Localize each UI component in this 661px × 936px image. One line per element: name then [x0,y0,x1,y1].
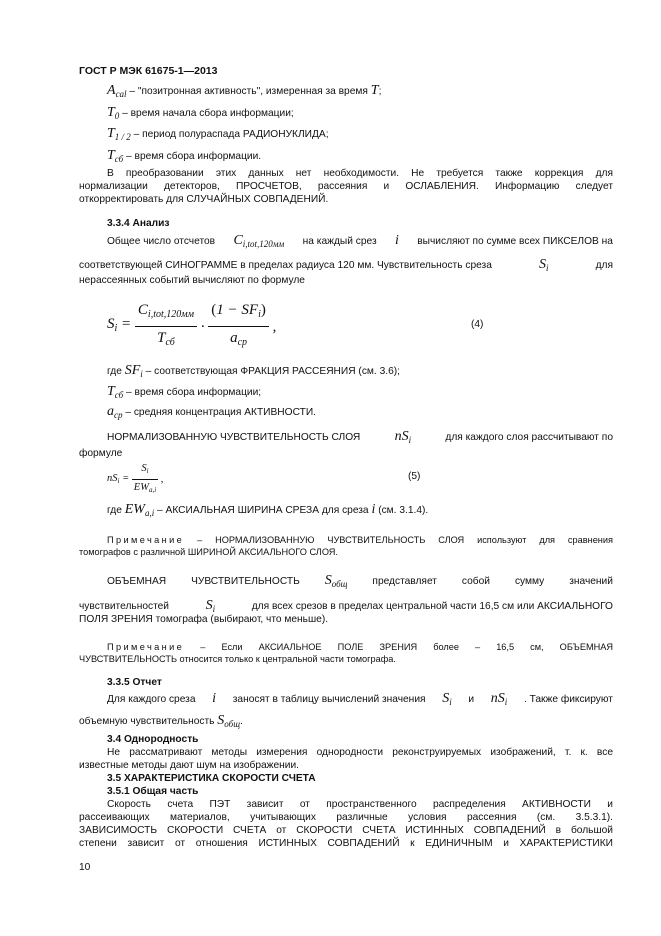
paragraph-line: формуле [79,448,123,459]
paragraph-line: нормализации детекторов, ПРОСЧЕТОВ, рассеяния и ОСЛАБЛЕНИЯ. Информацию следует [79,181,613,192]
paragraph-line: Для каждого среза i заносят в таблицу вычислений значения $S_i$ и $nS_i$ . Также фиксируют [107,691,613,707]
page-number: 10 [79,862,91,873]
paragraph-line: ПОЛЯ ЗРЕНИЯ томографа (выбирают, что меньше). [79,614,329,625]
paragraph-line: Общее число отсчетов $C_{i,tot,120мм}$ на каждый срез i вычисляют по сумме всех ПИКСЕЛОВ на [107,233,613,249]
paragraph-line: степени зависит от отношения ИСТИННЫХ СОВПАДЕНИЙ к ЕДИНИЧНЫМ и ХАРАКТЕРИСТИКИ [79,838,613,849]
paragraph-line: ЗАВИСИМОСТЬ СКОРОСТИ СЧЕТА от СКОРОСТИ СЧЕТА ИСТИННЫХ СОВПАДЕНИЙ в большой [79,825,613,836]
section-heading-34: 3.4 Однородность [107,734,199,745]
def-sf: где $SF_i$ – соответствующая ФРАКЦИЯ РАССЕЯНИЯ (см. 3.6); [107,363,400,379]
def-ew: где $EW_{a,i}$ – АКСИАЛЬНАЯ ШИРИНА СРЕЗА для среза i (см. 3.1.4). [107,502,429,518]
def-t0: $T_0$ – время начала сбора информации; [107,105,294,121]
paragraph-line: нерассеянных событий вычисляют по формуле [79,275,305,286]
paragraph-line: чувствительностей $S_i$ для всех срезов в пределах центральной части 16,5 см или АКСИАЛЬНОГО [79,598,613,614]
def-tsb: $T_{сб}$ – время сбора информации; [107,384,262,400]
paragraph-line: откорректировать для СЛУЧАЙНЫХ СОВПАДЕНИЙ. [79,194,329,205]
note-line: ЧУВСТВИТЕЛЬНОСТЬ относится только к центральной части томографа. [79,654,396,664]
section-heading-334: 3.3.4 Анализ [107,218,170,229]
equation-4: $S_i$ = $\frac{C_{i,tot,120мм}}{T_{сб}}$ · $\frac{(1 - SF_i)}{a_{cp}}$ , [107,302,277,348]
def-t-sb: $T_{сб}$ – время сбора информации. [107,148,262,164]
note-line: томографов с различной ШИРИНОЙ АКСИАЛЬНОГО СЛОЯ. [79,547,338,557]
paragraph-line: Скорость счета ПЭТ зависит от пространственного распределения АКТИВНОСТИ и [107,799,613,810]
note-line: Примечание – Если АКСИАЛЬНОЕ ПОЛЕ ЗРЕНИЯ более – 16,5 см, ОБЪЕМНАЯ [107,642,613,652]
equation-number: (5) [408,471,421,482]
def-acp: $a_{cp}$ – средняя концентрация АКТИВНОСТИ. [107,404,316,420]
paragraph-line: НОРМАЛИЗОВАННУЮ ЧУВСТВИТЕЛЬНОСТЬ СЛОЯ $nS_i$ для каждого слоя рассчитывают по [107,429,613,445]
paragraph-line: объемную чувствительность $S_{общ}$. [79,713,243,729]
paragraph-line: ОБЪЕМНАЯ ЧУВСТВИТЕЛЬНОСТЬ $S_{общ}$ представляет собой сумму значений [107,573,613,589]
paragraph-line: соответствующей СИНОГРАММЕ в пределах радиуса 120 мм. Чувствительность среза $S_i$ для [79,257,613,273]
def-a-cal: $A_{cal}$ – "позитронная активность", измеренная за время T; [107,83,382,99]
paragraph-line: известные методы дают шум на изображении. [79,760,299,771]
note-line: Примечание – НОРМАЛИЗОВАННУЮ ЧУВСТВИТЕЛЬНОСТЬ СЛОЯ используют для сравнения [107,535,613,545]
section-heading-351: 3.5.1 Общая часть [107,786,199,797]
equation-5: $nS_i$ = $\frac{S_i}{EW_{a,i}}$ , [107,463,164,494]
paragraph-line: В преобразовании этих данных нет необходимости. Не требуется также коррекция для [107,168,613,179]
paragraph-line: Не рассматривают методы измерения однородности реконструируемых изображений, т. к. все [107,747,613,758]
paragraph-line: рассеивающих материалов, учитывающих различные условия рассеяния (см. 3.5.3.1). [79,812,613,823]
def-t-half: $T_{1 / 2}$ – период полураспада РАДИОНУКЛИДА; [107,126,329,142]
section-heading-335: 3.3.5 Отчет [107,677,162,688]
equation-number: (4) [471,319,484,330]
document-header: ГОСТ Р МЭК 61675-1—2013 [79,65,218,77]
section-heading-35: 3.5 ХАРАКТЕРИСТИКА СКОРОСТИ СЧЕТА [107,773,316,784]
